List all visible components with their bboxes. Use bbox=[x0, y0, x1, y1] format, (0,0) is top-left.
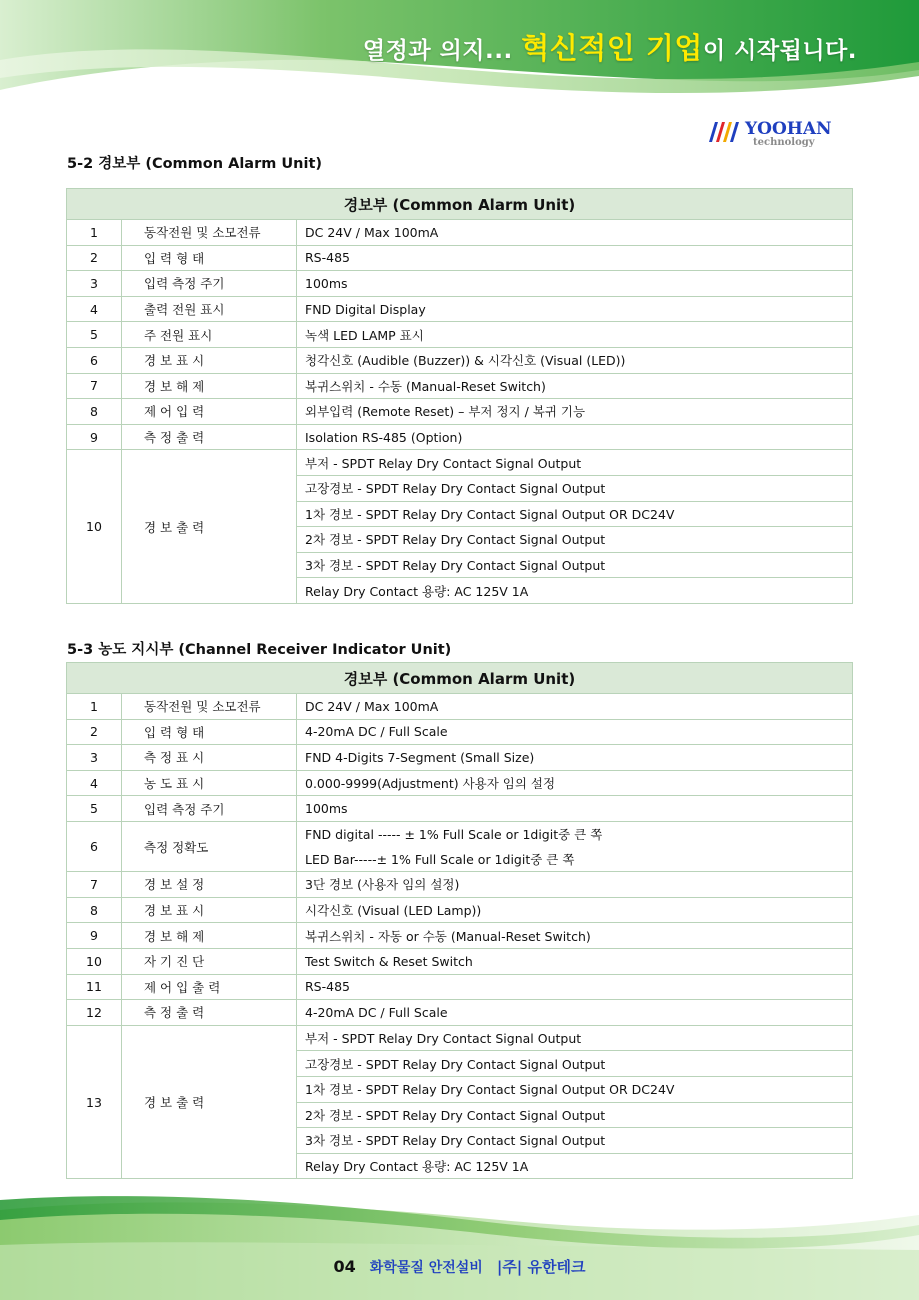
row-value: 4-20mA DC / Full Scale bbox=[297, 719, 853, 745]
row-item: 측정 정확도 bbox=[122, 821, 297, 871]
table-header-row bbox=[67, 663, 853, 694]
row-number: 12 bbox=[67, 1000, 122, 1026]
row-item: 경 보 표 시 bbox=[122, 897, 297, 923]
table-header: 경보부 (Common Alarm Unit) bbox=[67, 189, 853, 220]
row-value: Test Switch & Reset Switch bbox=[297, 948, 853, 974]
table-header: 경보부 (Common Alarm Unit) bbox=[67, 663, 853, 694]
row-value: 2차 경보 - SPDT Relay Dry Contact Signal Output bbox=[297, 1102, 853, 1128]
row-item: 출력 전원 표시 bbox=[122, 296, 297, 322]
table-row bbox=[67, 948, 853, 974]
row-number: 7 bbox=[67, 373, 122, 399]
row-value: 시각신호 (Visual (LED Lamp)) bbox=[297, 897, 853, 923]
row-value: 복귀스위치 - 수동 (Manual-Reset Switch) bbox=[297, 373, 853, 399]
row-value: DC 24V / Max 100mA bbox=[297, 694, 853, 720]
table-row bbox=[67, 296, 853, 322]
row-value: 고장경보 - SPDT Relay Dry Contact Signal Output bbox=[297, 1051, 853, 1077]
table-row bbox=[67, 373, 853, 399]
common-alarm-spec-table bbox=[66, 188, 853, 604]
row-number: 4 bbox=[67, 770, 122, 796]
row-number: 3 bbox=[67, 745, 122, 771]
row-value: 3단 경보 (사용자 임의 설정) bbox=[297, 872, 853, 898]
row-number: 13 bbox=[67, 1025, 122, 1179]
table-row bbox=[67, 347, 853, 373]
row-value: 외부입력 (Remote Reset) – 부저 정지 / 복귀 기능 bbox=[297, 399, 853, 425]
row-item: 제 어 입 력 bbox=[122, 399, 297, 425]
company-logo bbox=[705, 110, 855, 150]
row-value: DC 24V / Max 100mA bbox=[297, 220, 853, 246]
row-value: 3차 경보 - SPDT Relay Dry Contact Signal Output bbox=[297, 552, 853, 578]
table-row bbox=[67, 821, 853, 846]
row-value: 고장경보 - SPDT Relay Dry Contact Signal Output bbox=[297, 475, 853, 501]
row-number: 10 bbox=[67, 948, 122, 974]
header-slogan bbox=[363, 26, 857, 67]
row-item: 입력 측정 주기 bbox=[122, 796, 297, 822]
section-title-common-alarm: 5-2 경보부 (Common Alarm Unit) bbox=[67, 156, 323, 172]
table-row bbox=[67, 424, 853, 450]
table-row bbox=[67, 271, 853, 297]
row-value: 녹색 LED LAMP 표시 bbox=[297, 322, 853, 348]
row-value: FND digital ----- ± 1% Full Scale or 1digit중 큰 쪽 bbox=[297, 821, 853, 846]
section-title-channel-receiver: 5-3 농도 지시부 (Channel Receiver Indicator Unit) bbox=[67, 642, 452, 658]
row-number: 1 bbox=[67, 220, 122, 246]
row-value: Isolation RS-485 (Option) bbox=[297, 424, 853, 450]
row-item: 동작전원 및 소모전류 bbox=[122, 220, 297, 246]
table-row bbox=[67, 220, 853, 246]
table-row bbox=[67, 1025, 853, 1051]
table-row bbox=[67, 745, 853, 771]
slogan-pre: 열정과 의지... bbox=[362, 38, 522, 64]
row-number: 4 bbox=[67, 296, 122, 322]
row-value: 3차 경보 - SPDT Relay Dry Contact Signal Output bbox=[297, 1128, 853, 1154]
row-value: 1차 경보 - SPDT Relay Dry Contact Signal Output OR DC24V bbox=[297, 1076, 853, 1102]
row-value: LED Bar-----± 1% Full Scale or 1digit중 큰 쪽 bbox=[297, 847, 853, 872]
table-row bbox=[67, 322, 853, 348]
table-row bbox=[67, 796, 853, 822]
row-value: 부저 - SPDT Relay Dry Contact Signal Output bbox=[297, 1025, 853, 1051]
row-number: 6 bbox=[67, 347, 122, 373]
row-item: 측 정 출 력 bbox=[122, 424, 297, 450]
row-number: 5 bbox=[67, 796, 122, 822]
row-value: 부저 - SPDT Relay Dry Contact Signal Output bbox=[297, 450, 853, 476]
row-item: 경 보 해 제 bbox=[122, 923, 297, 949]
row-item: 입 력 형 태 bbox=[122, 719, 297, 745]
row-item: 측 정 출 력 bbox=[122, 1000, 297, 1026]
row-item: 입력 측정 주기 bbox=[122, 271, 297, 297]
row-number: 3 bbox=[67, 271, 122, 297]
row-number: 9 bbox=[67, 424, 122, 450]
row-value: 2차 경보 - SPDT Relay Dry Contact Signal Output bbox=[297, 527, 853, 553]
row-number: 8 bbox=[67, 399, 122, 425]
row-number: 2 bbox=[67, 245, 122, 271]
row-item: 주 전원 표시 bbox=[122, 322, 297, 348]
table-row bbox=[67, 1000, 853, 1026]
row-number: 10 bbox=[67, 450, 122, 604]
row-value: 4-20mA DC / Full Scale bbox=[297, 1000, 853, 1026]
row-item: 경 보 출 력 bbox=[122, 1025, 297, 1179]
row-value: 복귀스위치 - 자동 or 수동 (Manual-Reset Switch) bbox=[297, 923, 853, 949]
row-number: 11 bbox=[67, 974, 122, 1000]
row-item: 측 정 표 시 bbox=[122, 745, 297, 771]
row-item: 농 도 표 시 bbox=[122, 770, 297, 796]
row-item: 제 어 입 출 력 bbox=[122, 974, 297, 1000]
table-row bbox=[67, 923, 853, 949]
table-row bbox=[67, 399, 853, 425]
channel-receiver-spec-table bbox=[66, 662, 853, 1179]
logo-sub: technology bbox=[753, 137, 815, 148]
row-value: 1차 경보 - SPDT Relay Dry Contact Signal Output OR DC24V bbox=[297, 501, 853, 527]
row-value: FND 4-Digits 7-Segment (Small Size) bbox=[297, 745, 853, 771]
footer-company-desc: 화학물질 안전설비 bbox=[369, 1260, 483, 1276]
row-number: 8 bbox=[67, 897, 122, 923]
row-value: 청각신호 (Audible (Buzzer)) & 시각신호 (Visual (LED)) bbox=[297, 347, 853, 373]
slogan-highlight: 혁신적인 기업 bbox=[521, 31, 703, 65]
row-item: 동작전원 및 소모전류 bbox=[122, 694, 297, 720]
table-row bbox=[67, 872, 853, 898]
logo-name: YOOHAN bbox=[745, 119, 832, 139]
row-number: 1 bbox=[67, 694, 122, 720]
row-number: 2 bbox=[67, 719, 122, 745]
row-number: 7 bbox=[67, 872, 122, 898]
slogan-post: 이 시작됩니다. bbox=[702, 38, 857, 64]
table-row bbox=[67, 897, 853, 923]
row-number: 5 bbox=[67, 322, 122, 348]
table-row bbox=[67, 770, 853, 796]
footer bbox=[0, 1256, 919, 1277]
row-item: 경 보 표 시 bbox=[122, 347, 297, 373]
row-item: 경 보 해 제 bbox=[122, 373, 297, 399]
table-row bbox=[67, 719, 853, 745]
footer-company-name: |주| 유한테크 bbox=[496, 1258, 586, 1276]
row-number: 6 bbox=[67, 821, 122, 871]
table-row bbox=[67, 694, 853, 720]
row-value: FND Digital Display bbox=[297, 296, 853, 322]
row-value: RS-485 bbox=[297, 974, 853, 1000]
row-value: 100ms bbox=[297, 271, 853, 297]
page-number: 04 bbox=[333, 1257, 356, 1276]
logo-stripes-icon bbox=[709, 122, 739, 142]
row-value: Relay Dry Contact 용량: AC 125V 1A bbox=[297, 578, 853, 604]
table-row bbox=[67, 974, 853, 1000]
row-value: 0.000-9999(Adjustment) 사용자 임의 설정 bbox=[297, 770, 853, 796]
row-item: 자 기 진 단 bbox=[122, 948, 297, 974]
row-value: RS-485 bbox=[297, 245, 853, 271]
table-header-row bbox=[67, 189, 853, 220]
footer-wave-banner bbox=[0, 1190, 919, 1300]
row-item: 입 력 형 태 bbox=[122, 245, 297, 271]
row-value: 100ms bbox=[297, 796, 853, 822]
row-number: 9 bbox=[67, 923, 122, 949]
table-row bbox=[67, 245, 853, 271]
row-value: Relay Dry Contact 용량: AC 125V 1A bbox=[297, 1153, 853, 1179]
row-item: 경 보 출 력 bbox=[122, 450, 297, 604]
table-row bbox=[67, 450, 853, 476]
row-item: 경 보 설 정 bbox=[122, 872, 297, 898]
